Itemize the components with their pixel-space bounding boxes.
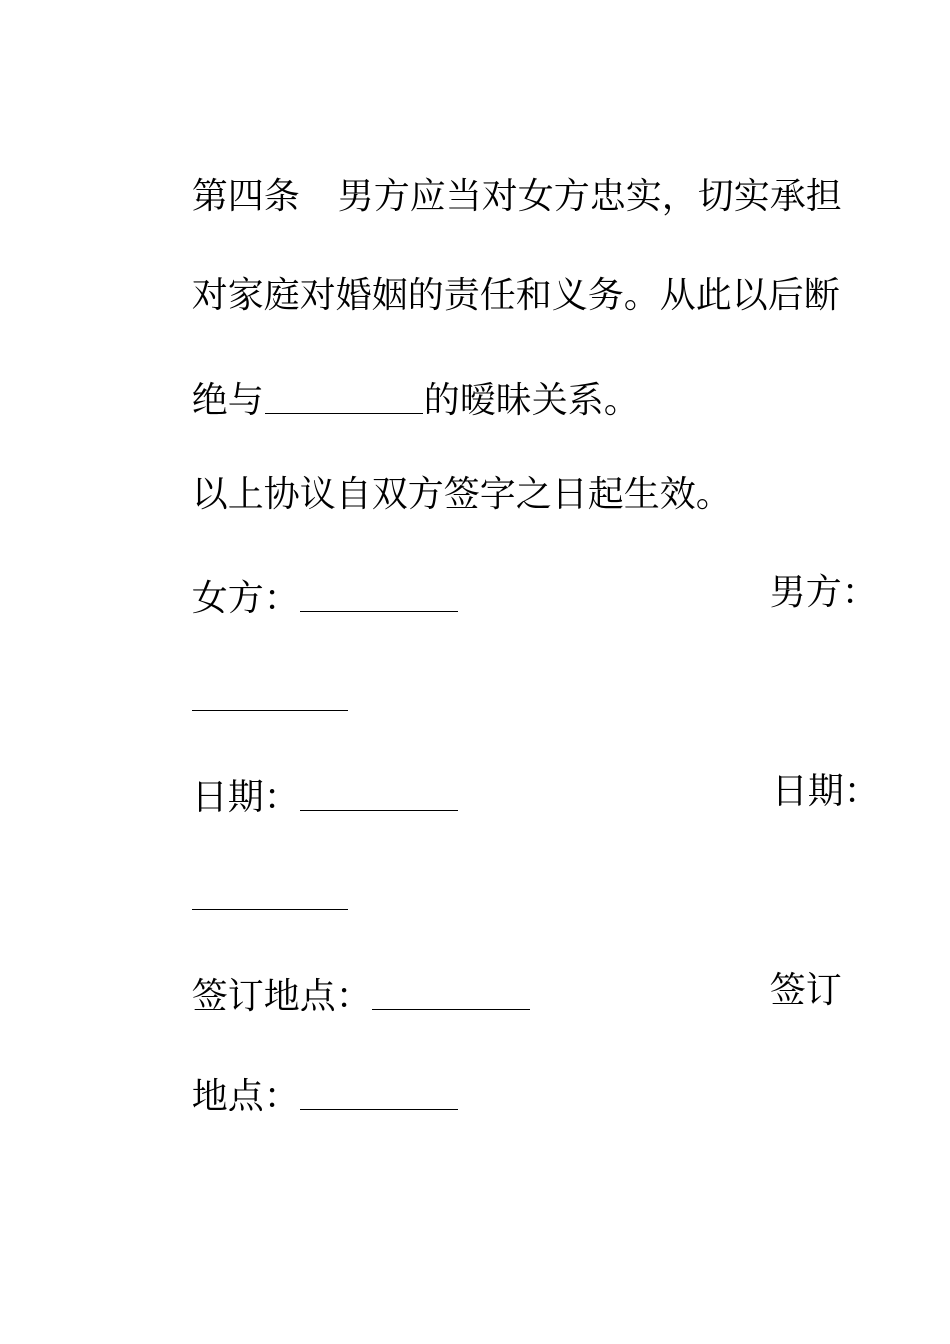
article-text-line-3-before: 绝与: [191, 380, 264, 421]
male-date-label-wrap: [726, 726, 880, 858]
male-signature-blank[interactable]: [192, 670, 348, 711]
female-label: 女方：: [191, 578, 300, 619]
female-date-label: 日期：: [191, 777, 300, 818]
article-text-line-2: 对家庭对婚姻的责任和义务。从此以后断: [191, 275, 840, 316]
effective-clause-text: 以上协议自双方签字之日起生效。: [191, 474, 732, 515]
male-place-label-part1: 签订: [769, 970, 842, 1011]
female-place-label: 签订地点：: [191, 976, 372, 1017]
article-text-line-1: 男方应当对女方忠实，切实承担: [337, 176, 842, 217]
male-place-label-wrap: [724, 925, 842, 1057]
male-place-label-part2: 地点：: [191, 1076, 300, 1117]
female-date-blank[interactable]: [300, 770, 458, 811]
article-text-line-3-after: 的暧昧关系。: [423, 380, 640, 421]
male-place-row: [146, 1025, 458, 1163]
article-number: 第四条: [191, 176, 300, 217]
male-place-blank[interactable]: [300, 1069, 458, 1110]
male-label: 男方：: [769, 572, 878, 613]
male-date-label: 日期：: [771, 771, 880, 812]
female-signature-blank[interactable]: [300, 571, 458, 612]
female-place-blank[interactable]: [372, 969, 530, 1010]
male-date-blank[interactable]: [192, 869, 348, 910]
male-signature-label-wrap: [724, 527, 878, 659]
third-party-name-blank[interactable]: [265, 373, 423, 414]
